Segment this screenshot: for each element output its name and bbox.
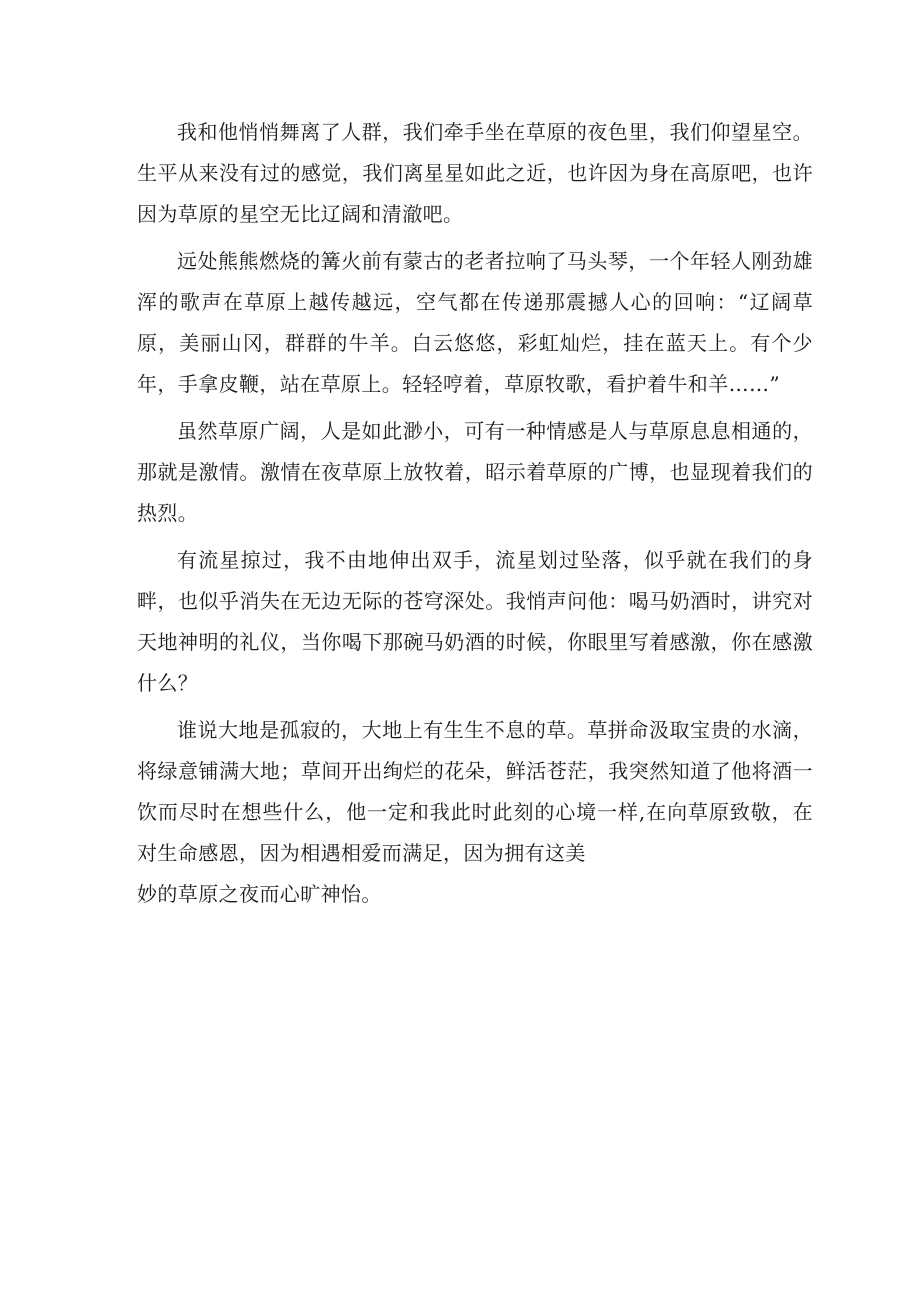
paragraph-5-text: 谁说大地是孤寂的，大地上有生生不息的草。草拼命汲取宝贵的水滴，将绿意铺满大地；草间开出绚烂的花朵，鲜活苍茫，我突然知道了他将酒一饮而尽时在想些什么，他一定和我此时此刻的心境一样,在向草原致敬，在对生命感恩，因为相遇相爱而满足，因为拥有这美 [137, 718, 813, 865]
paragraph-5-final-line: 妙的草原之夜而心旷神怡。 [137, 882, 382, 906]
paragraph-5 [137, 710, 813, 915]
document-body [137, 112, 813, 915]
paragraph-2: 远处熊熊燃烧的篝火前有蒙古的老者拉响了马头琴，一个年轻人刚劲雄浑的歌声在草原上越传越远，空气都在传递那震撼人心的回响：“辽阔草原，美丽山冈，群群的牛羊。白云悠悠，彩虹灿烂，挂在蓝天上。有个少年，手拿皮鞭，站在草原上。轻轻哼着，草原牧歌，看护着牛和羊……” [137, 249, 813, 396]
paragraph-4: 有流星掠过，我不由地伸出双手，流星划过坠落，似乎就在我们的身畔，也似乎消失在无边无际的苍穹深处。我悄声问他：喝马奶酒时，讲究对天地神明的礼仪，当你喝下那碗马奶酒的时候，你眼里写着感激，你在感激什么？ [137, 548, 813, 695]
paragraph-3: 虽然草原广阔，人是如此渺小，可有一种情感是人与草原息息相通的，那就是激情。激情在夜草原上放牧着，昭示着草原的广博，也显现着我们的热烈。 [137, 419, 813, 525]
paragraph-1: 我和他悄悄舞离了人群，我们牵手坐在草原的夜色里，我们仰望星空。生平从来没有过的感觉，我们离星星如此之近，也许因为身在高原吧，也许因为草原的星空无比辽阔和清澈吧。 [137, 120, 813, 226]
